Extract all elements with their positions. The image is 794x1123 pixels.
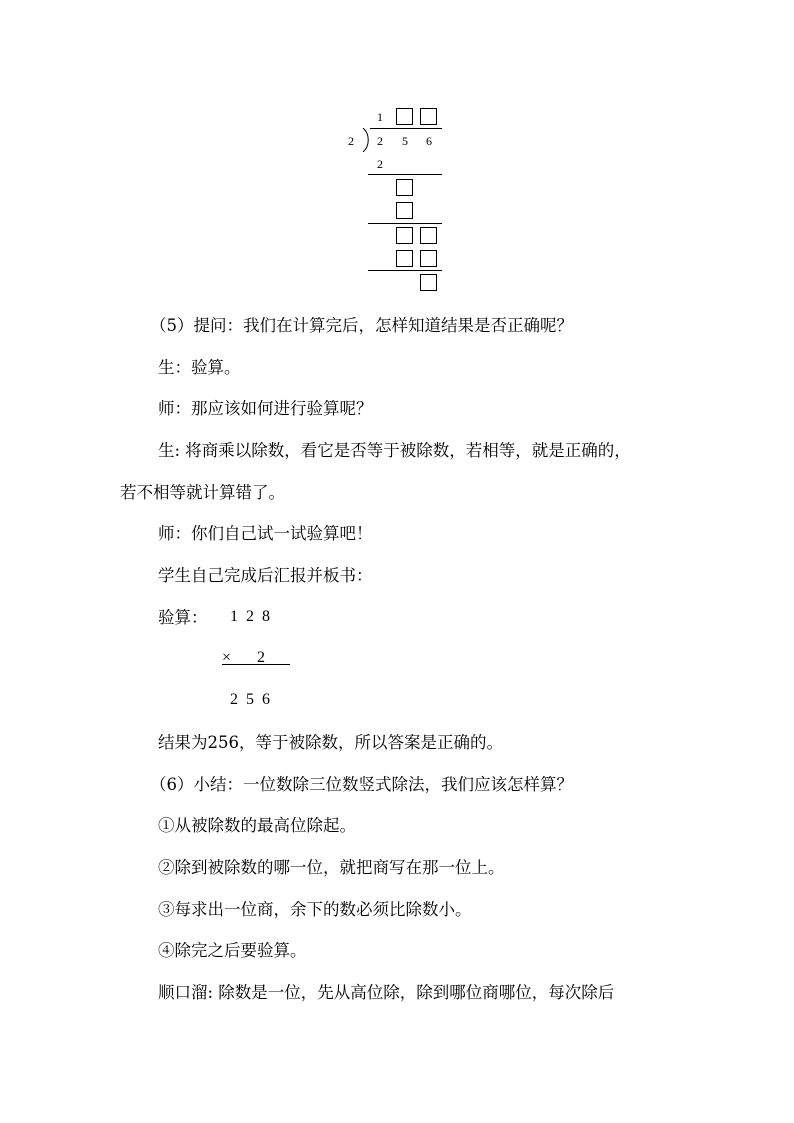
dividend-digit: 2: [377, 134, 383, 148]
quotient-blank-box: [420, 108, 437, 125]
division-bracket-icon: [362, 128, 370, 152]
dividend-digit: 5: [402, 134, 408, 148]
blank-box: [420, 227, 437, 244]
quotient-blank-box: [396, 108, 413, 125]
multiplier: × 2: [222, 649, 268, 666]
list-item: ②除到被除数的哪一位，就把商写在那一位上。: [158, 858, 505, 877]
blank-box: [396, 250, 413, 267]
remainder-blank-box: [420, 274, 437, 291]
dividend-digit: 6: [426, 134, 432, 148]
paragraph: （6）小结：一位数除三位数竖式除法，我们应该怎样算？: [150, 775, 573, 794]
blank-box: [420, 250, 437, 267]
blank-box: [396, 202, 413, 219]
quotient-digit: 1: [377, 110, 383, 124]
paragraph: 师：那应该如何进行验算呢？: [158, 399, 373, 418]
paragraph: 学生自己完成后汇报并板书：: [158, 566, 373, 585]
divisor: 2: [348, 134, 354, 148]
blank-box: [396, 227, 413, 244]
list-item: ①从被除数的最高位除起。: [158, 816, 356, 835]
long-division-figure: [338, 100, 458, 300]
product: 2 5 6: [230, 691, 272, 708]
product-digit: 2: [377, 157, 383, 171]
list-item: ④除完之后要验算。: [158, 941, 307, 960]
paragraph: 师：你们自己试一试验算吧！: [158, 524, 373, 543]
multiplicand: 1 2 8: [230, 608, 272, 625]
multiplication-line: [222, 664, 290, 665]
paragraph: 生：验算。: [158, 358, 241, 377]
list-item: ③每求出一位商，余下的数必须比除数小。: [158, 900, 472, 919]
division-bar: [370, 128, 442, 129]
blank-box: [396, 179, 413, 196]
subtraction-line: [368, 270, 442, 271]
subtraction-line: [368, 174, 442, 175]
paragraph: 结果为256，等于被除数，所以答案是正确的。: [158, 733, 503, 752]
paragraph: （5）提问：我们在计算完后，怎样知道结果是否正确呢？: [150, 316, 573, 335]
paragraph: 若不相等就计算错了。: [120, 483, 285, 502]
subtraction-line: [368, 223, 442, 224]
paragraph: 生: 将商乘以除数，看它是否等于被除数，若相等，就是正确的，: [158, 441, 631, 460]
verification-label: 验算：: [158, 608, 208, 627]
paragraph: 顺口溜: 除数是一位，先从高位除，除到哪位商哪位，每次除后: [158, 983, 615, 1002]
